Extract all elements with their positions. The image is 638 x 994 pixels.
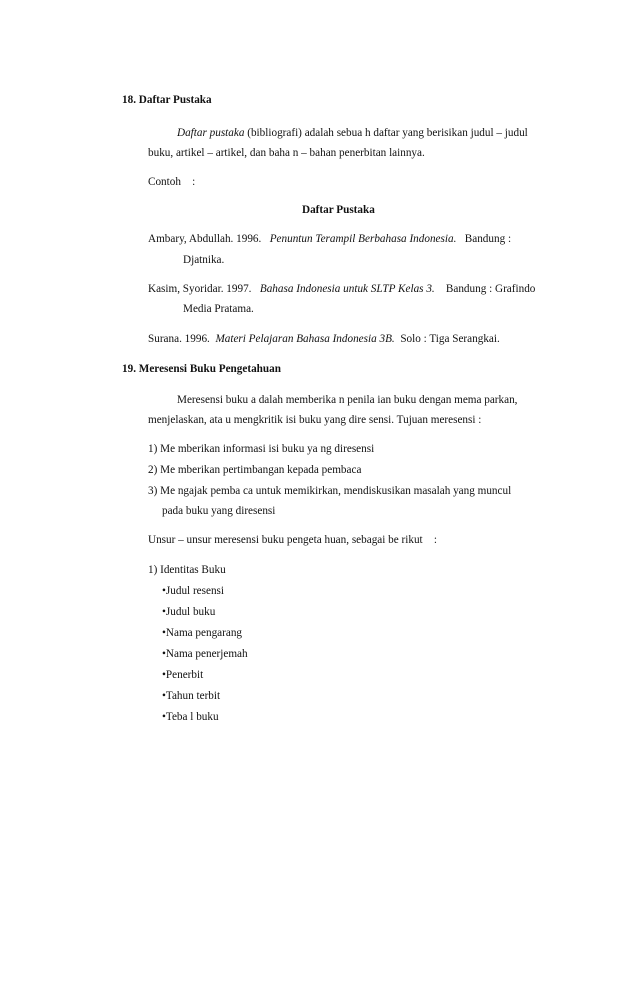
goal-item-1: 1) Me mberikan informasi isi buku ya ng diresensi bbox=[148, 443, 375, 455]
bibliography-entry-2 bbox=[148, 283, 535, 296]
entry-title: Materi Pelajaran Bahasa Indonesia 3B. bbox=[215, 333, 395, 345]
entry-author: Surana. 1996. bbox=[148, 333, 216, 345]
bibliography-entry-1 bbox=[148, 233, 511, 246]
section-18-heading: 18. Daftar Pustaka bbox=[122, 94, 212, 106]
goal-item-3-cont: pada buku yang diresensi bbox=[162, 505, 276, 517]
bullet-item: •Nama pengarang bbox=[162, 627, 243, 639]
entry-place: Solo : Tiga Serangkai. bbox=[394, 333, 500, 345]
unsur-intro: Unsur – unsur meresensi buku pengeta huan, sebagai be rikut : bbox=[148, 534, 437, 546]
bullet-item: •Judul resensi bbox=[162, 585, 225, 597]
section-19-heading: 19. Meresensi Buku Pengetahuan bbox=[122, 363, 281, 375]
bullet-item: •Penerbit bbox=[162, 669, 204, 681]
entry-author: Kasim, Syoridar. 1997. bbox=[148, 283, 260, 295]
bibliography-entry-1-cont: Djatnika. bbox=[183, 254, 225, 266]
entry-title: Penuntun Terampil Berbahasa Indonesia. bbox=[269, 233, 457, 245]
entry-place: Bandung : Grafindo bbox=[434, 283, 536, 295]
bullet-item: •Nama penerjemah bbox=[162, 648, 248, 660]
entry-title: Bahasa Indonesia untuk SLTP Kelas 3. bbox=[259, 283, 435, 295]
bullet-item: •Judul buku bbox=[162, 606, 216, 618]
intro-rest: (bibliografi) adalah sebua h daftar yang berisikan judul – judul bbox=[244, 127, 528, 139]
entry-author: Ambary, Abdullah. 1996. bbox=[148, 233, 270, 245]
section-19-para-line-2: menjelaskan, ata u mengkritik isi buku yang dire sensi. Tujuan meresensi : bbox=[148, 414, 482, 426]
bibliography-entry-2-cont: Media Pratama. bbox=[183, 303, 254, 315]
section-18-intro-line-1 bbox=[177, 127, 528, 140]
bullet-item: •Teba l buku bbox=[162, 711, 219, 723]
bullet-item: •Tahun terbit bbox=[162, 690, 221, 702]
entry-place: Bandung : bbox=[456, 233, 512, 245]
goal-item-2: 2) Me mberikan pertimbangan kepada pembaca bbox=[148, 464, 362, 476]
bibliography-title: Daftar Pustaka bbox=[302, 204, 375, 216]
section-19-para-line-1: Meresensi buku a dalah memberika n penila ian buku dengan mema parkan, bbox=[177, 394, 518, 406]
identitas-buku-heading: 1) Identitas Buku bbox=[148, 564, 226, 576]
contoh-label: Contoh : bbox=[148, 176, 196, 188]
section-18-intro-line-2: buku, artikel – artikel, dan baha n – bahan penerbitan lainnya. bbox=[148, 147, 425, 159]
goal-item-3: 3) Me ngajak pemba ca untuk memikirkan, mendiskusikan masalah yang muncul bbox=[148, 485, 512, 497]
bibliography-entry-3 bbox=[148, 333, 500, 346]
intro-italic-term: Daftar pustaka bbox=[177, 127, 245, 139]
